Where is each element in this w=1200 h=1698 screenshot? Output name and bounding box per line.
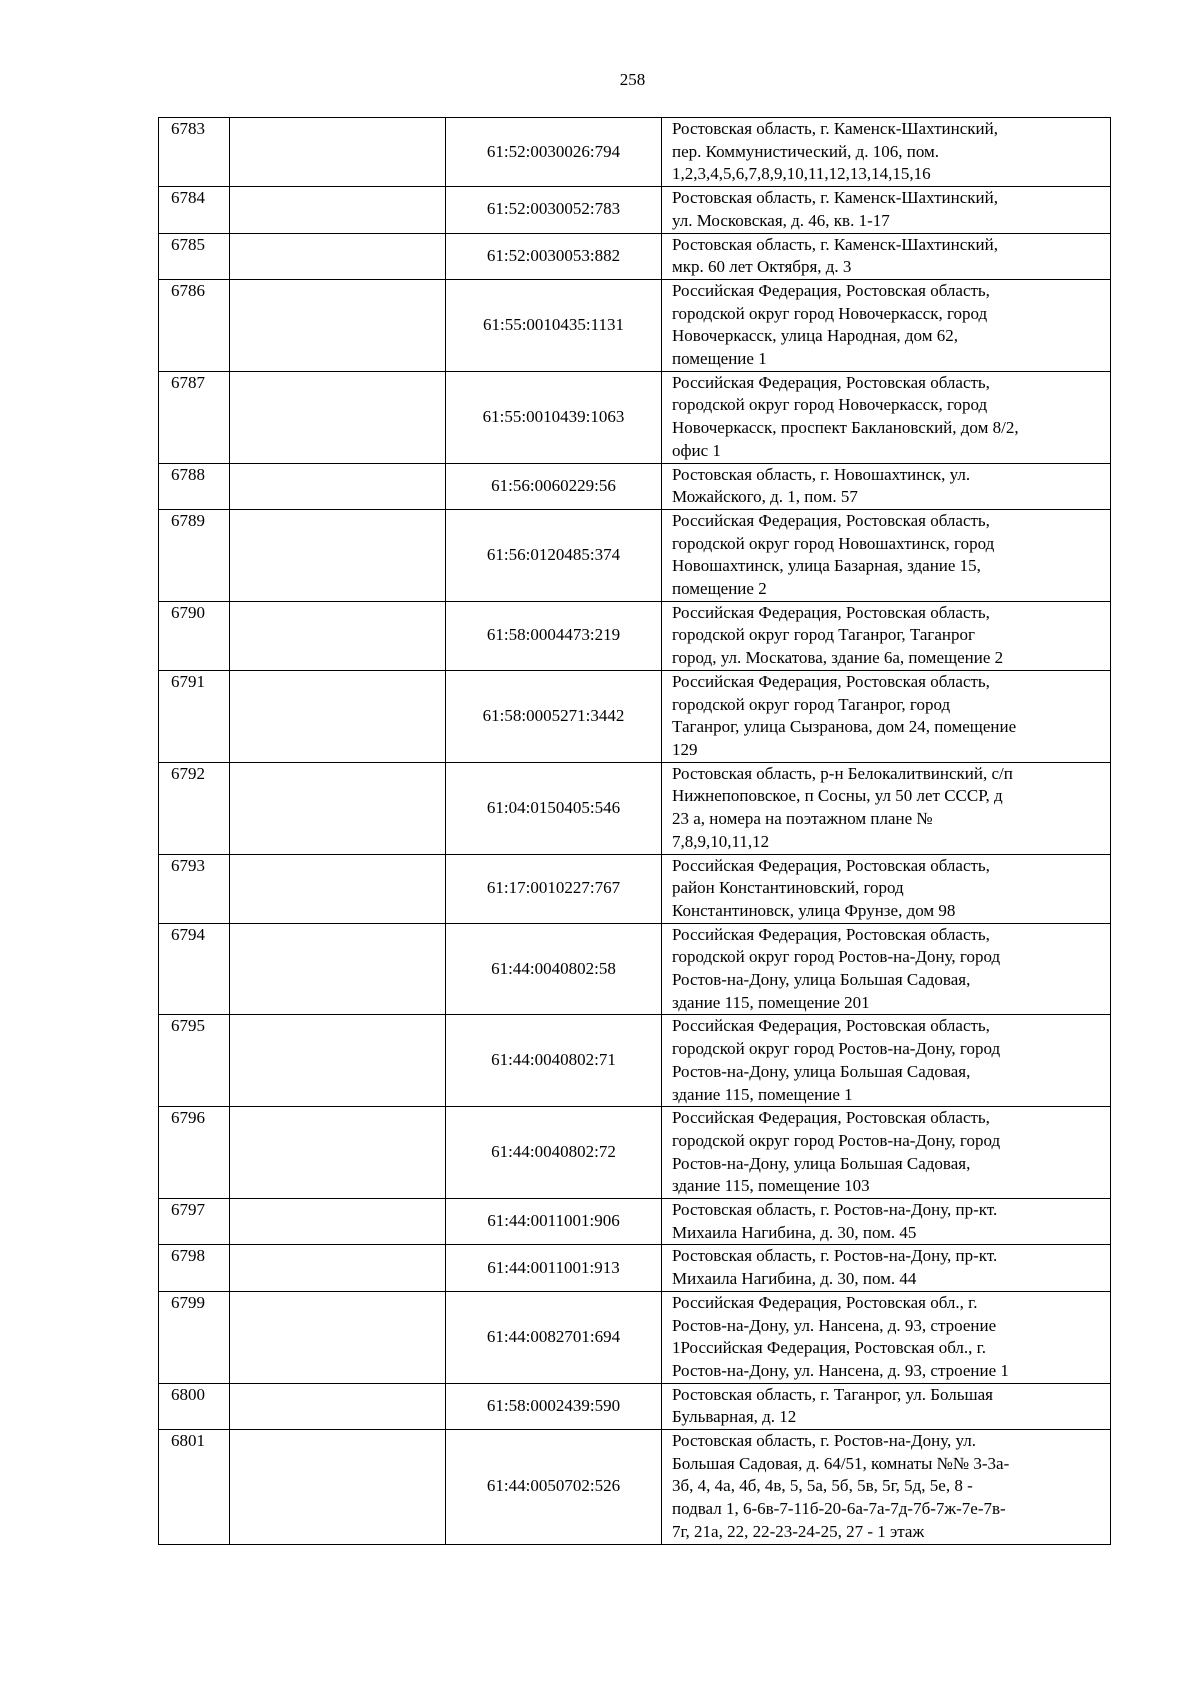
cadastral-number: 61:55:0010439:1063	[446, 371, 662, 463]
cadastral-number: 61:44:0040802:72	[446, 1107, 662, 1199]
address-line: помещение 2	[672, 579, 767, 599]
address-cell	[662, 1383, 1111, 1429]
address-line: город, ул. Москатова, здание 6а, помещение 2	[672, 648, 1004, 668]
table-row	[159, 233, 1111, 279]
address-line: городской округ город Таганрог, Таганрог	[672, 625, 975, 645]
table-row	[159, 923, 1111, 1015]
address-line: Российская Федерация, Ростовская область,	[672, 855, 990, 875]
cadastral-number: 61:56:0120485:374	[446, 509, 662, 601]
address-line: Ростов-на-Дону, ул. Нансена, д. 93, строение 1	[672, 1360, 1009, 1380]
table-row	[159, 601, 1111, 670]
address-cell	[662, 854, 1111, 923]
address-line: Ростов-на-Дону, улица Большая Садовая,	[672, 970, 971, 990]
address-line: 23 а, номера на поэтажном плане №	[672, 809, 933, 829]
address-cell	[662, 1015, 1111, 1107]
address-line: помещение 1	[672, 349, 767, 369]
address-cell	[662, 233, 1111, 279]
row-number: 6791	[159, 670, 230, 762]
row-number: 6799	[159, 1291, 230, 1383]
row-number: 6785	[159, 233, 230, 279]
row-number: 6800	[159, 1383, 230, 1429]
empty-cell	[230, 463, 446, 509]
address-line: Таганрог, улица Сызранова, дом 24, помещение	[672, 717, 1017, 737]
address-line: Российская Федерация, Ростовская обл., г.	[672, 1292, 978, 1312]
empty-cell	[230, 1199, 446, 1245]
empty-cell	[230, 1291, 446, 1383]
address-line: городской округ город Таганрог, город	[672, 694, 951, 714]
address-line: городской округ город Новочеркасск, город	[672, 395, 988, 415]
address-cell	[662, 187, 1111, 233]
address-line: Ростовская область, г. Каменск-Шахтинский,	[672, 188, 999, 208]
table-row	[159, 463, 1111, 509]
address-line: ул. Московская, д. 46, кв. 1-17	[672, 210, 890, 230]
address-cell	[662, 371, 1111, 463]
table-row	[159, 1291, 1111, 1383]
address-cell	[662, 1291, 1111, 1383]
cadastral-number: 61:52:0030026:794	[446, 118, 662, 187]
address-cell	[662, 1107, 1111, 1199]
row-number: 6790	[159, 601, 230, 670]
address-line: Новошахтинск, улица Базарная, здание 15,	[672, 556, 981, 576]
address-line: Бульварная, д. 12	[672, 1407, 797, 1427]
empty-cell	[230, 1430, 446, 1545]
cadastral-number: 61:44:0040802:71	[446, 1015, 662, 1107]
address-line: Нижнепоповское, п Сосны, ул 50 лет СССР, д	[672, 786, 1003, 806]
address-line: Ростовская область, г. Каменск-Шахтинский,	[672, 119, 999, 138]
address-line: Ростов-на-Дону, улица Большая Садовая,	[672, 1153, 971, 1173]
cadastral-number: 61:52:0030053:882	[446, 233, 662, 279]
row-number: 6793	[159, 854, 230, 923]
cadastral-number: 61:04:0150405:546	[446, 762, 662, 854]
address-line: городской округ город Ростов-на-Дону, город	[672, 947, 1001, 967]
empty-cell	[230, 118, 446, 187]
table-row	[159, 854, 1111, 923]
address-cell	[662, 923, 1111, 1015]
empty-cell	[230, 233, 446, 279]
table-row	[159, 670, 1111, 762]
cadastral-number: 61:58:0005271:3442	[446, 670, 662, 762]
address-line: Ростовская область, р-н Белокалитвинский, с/п	[672, 763, 1013, 783]
address-line: 1Российская Федерация, Ростовская обл., г.	[672, 1338, 986, 1358]
empty-cell	[230, 854, 446, 923]
table-row	[159, 371, 1111, 463]
address-line: Российская Федерация, Ростовская область,	[672, 924, 990, 944]
empty-cell	[230, 1107, 446, 1199]
row-number: 6786	[159, 279, 230, 371]
address-line: Новочеркасск, улица Народная, дом 62,	[672, 326, 958, 346]
address-line: Российская Федерация, Ростовская область,	[672, 510, 990, 530]
address-line: Российская Федерация, Ростовская область,	[672, 1016, 990, 1036]
address-line: Ростовская область, г. Таганрог, ул. Большая	[672, 1384, 993, 1404]
table-row	[159, 762, 1111, 854]
row-number: 6789	[159, 509, 230, 601]
address-line: Михаила Нагибина, д. 30, пом. 45	[672, 1222, 917, 1242]
address-line: здание 115, помещение 201	[672, 992, 870, 1012]
cadastral-number: 61:17:0010227:767	[446, 854, 662, 923]
registry-table	[158, 117, 1111, 1545]
address-line: Российская Федерация, Ростовская область,	[672, 280, 990, 300]
row-number: 6784	[159, 187, 230, 233]
row-number: 6794	[159, 923, 230, 1015]
address-line: подвал 1, 6-6в-7-11б-20-6а-7а-7д-7б-7ж-7е-7в-	[672, 1499, 1006, 1519]
row-number: 6796	[159, 1107, 230, 1199]
address-line: Российская Федерация, Ростовская область,	[672, 1108, 990, 1128]
empty-cell	[230, 187, 446, 233]
address-line: Ростовская область, г. Новошахтинск, ул.	[672, 464, 971, 484]
row-number: 6787	[159, 371, 230, 463]
address-line: Ростовская область, г. Ростов-на-Дону, пр-кт.	[672, 1246, 998, 1266]
cadastral-number: 61:44:0050702:526	[446, 1430, 662, 1545]
cadastral-number: 61:52:0030052:783	[446, 187, 662, 233]
empty-cell	[230, 762, 446, 854]
table-row	[159, 1107, 1111, 1199]
empty-cell	[230, 601, 446, 670]
address-line: Ростов-на-Дону, ул. Нансена, д. 93, строение	[672, 1315, 997, 1335]
cadastral-number: 61:44:0040802:58	[446, 923, 662, 1015]
address-line: Можайского, д. 1, пом. 57	[672, 487, 858, 507]
empty-cell	[230, 670, 446, 762]
address-cell	[662, 279, 1111, 371]
registry-table-body	[159, 118, 1111, 1545]
table-row	[159, 509, 1111, 601]
address-cell	[662, 601, 1111, 670]
cadastral-number: 61:56:0060229:56	[446, 463, 662, 509]
address-line: Российская Федерация, Ростовская область,	[672, 372, 990, 392]
address-line: здание 115, помещение 103	[672, 1176, 870, 1196]
address-cell	[662, 762, 1111, 854]
address-cell	[662, 670, 1111, 762]
address-line: Михаила Нагибина, д. 30, пом. 44	[672, 1269, 917, 1289]
address-line: пер. Коммунистический, д. 106, пом.	[672, 141, 940, 161]
address-line: 1,2,3,4,5,6,7,8,9,10,11,12,13,14,15,16	[672, 164, 931, 184]
table-row	[159, 1383, 1111, 1429]
address-line: район Константиновский, город	[672, 878, 904, 898]
address-line: городской округ город Новошахтинск, город	[672, 533, 995, 553]
address-line: Константиновск, улица Фрунзе, дом 98	[672, 900, 956, 920]
address-line: городской округ город Ростов-на-Дону, город	[672, 1039, 1001, 1059]
row-number: 6797	[159, 1199, 230, 1245]
address-line: Ростовская область, г. Ростов-на-Дону, пр-кт.	[672, 1200, 998, 1220]
address-line: Российская Федерация, Ростовская область,	[672, 671, 990, 691]
address-line: Ростов-на-Дону, улица Большая Садовая,	[672, 1061, 971, 1081]
cadastral-number: 61:58:0004473:219	[446, 601, 662, 670]
table-row	[159, 1430, 1111, 1545]
row-number: 6795	[159, 1015, 230, 1107]
cadastral-number: 61:44:0011001:913	[446, 1245, 662, 1291]
page-number: 258	[619, 70, 646, 89]
table-row	[159, 1199, 1111, 1245]
empty-cell	[230, 279, 446, 371]
cadastral-number: 61:55:0010435:1131	[446, 279, 662, 371]
row-number: 6792	[159, 762, 230, 854]
address-line: городской округ город Новочеркасск, город	[672, 303, 988, 323]
row-number: 6801	[159, 1430, 230, 1545]
address-line: Новочеркасск, проспект Баклановский, дом 8/2,	[672, 418, 1019, 438]
address-line: 7,8,9,10,11,12	[672, 831, 770, 851]
table-row	[159, 279, 1111, 371]
row-number: 6798	[159, 1245, 230, 1291]
cadastral-number: 61:44:0082701:694	[446, 1291, 662, 1383]
address-line: Ростовская область, г. Каменск-Шахтинский,	[672, 234, 999, 254]
address-line: Российская Федерация, Ростовская область,	[672, 602, 990, 622]
table-row	[159, 1015, 1111, 1107]
address-line: мкр. 60 лет Октября, д. 3	[672, 257, 852, 277]
address-cell	[662, 1199, 1111, 1245]
address-cell	[662, 1245, 1111, 1291]
table-row	[159, 187, 1111, 233]
address-cell	[662, 463, 1111, 509]
row-number: 6788	[159, 463, 230, 509]
address-line: Большая Садовая, д. 64/51, комнаты №№ 3-3а-	[672, 1453, 1010, 1473]
address-line: Ростовская область, г. Ростов-на-Дону, ул.	[672, 1431, 977, 1451]
address-line: 129	[672, 739, 698, 759]
table-row	[159, 118, 1111, 187]
address-cell	[662, 118, 1111, 187]
row-number: 6783	[159, 118, 230, 187]
empty-cell	[230, 371, 446, 463]
address-line: офис 1	[672, 440, 721, 460]
address-cell	[662, 509, 1111, 601]
empty-cell	[230, 1245, 446, 1291]
empty-cell	[230, 923, 446, 1015]
empty-cell	[230, 1383, 446, 1429]
address-line: 3б, 4, 4а, 4б, 4в, 5, 5а, 5б, 5в, 5г, 5д, 5е, 8 -	[672, 1476, 973, 1496]
cadastral-number: 61:44:0011001:906	[446, 1199, 662, 1245]
address-line: здание 115, помещение 1	[672, 1084, 853, 1104]
table-row	[159, 1245, 1111, 1291]
empty-cell	[230, 509, 446, 601]
address-cell	[662, 1430, 1111, 1545]
empty-cell	[230, 1015, 446, 1107]
cadastral-number: 61:58:0002439:590	[446, 1383, 662, 1429]
address-line: 7г, 21а, 22, 22-23-24-25, 27 - 1 этаж	[672, 1521, 925, 1541]
address-line: городской округ город Ростов-на-Дону, город	[672, 1130, 1001, 1150]
